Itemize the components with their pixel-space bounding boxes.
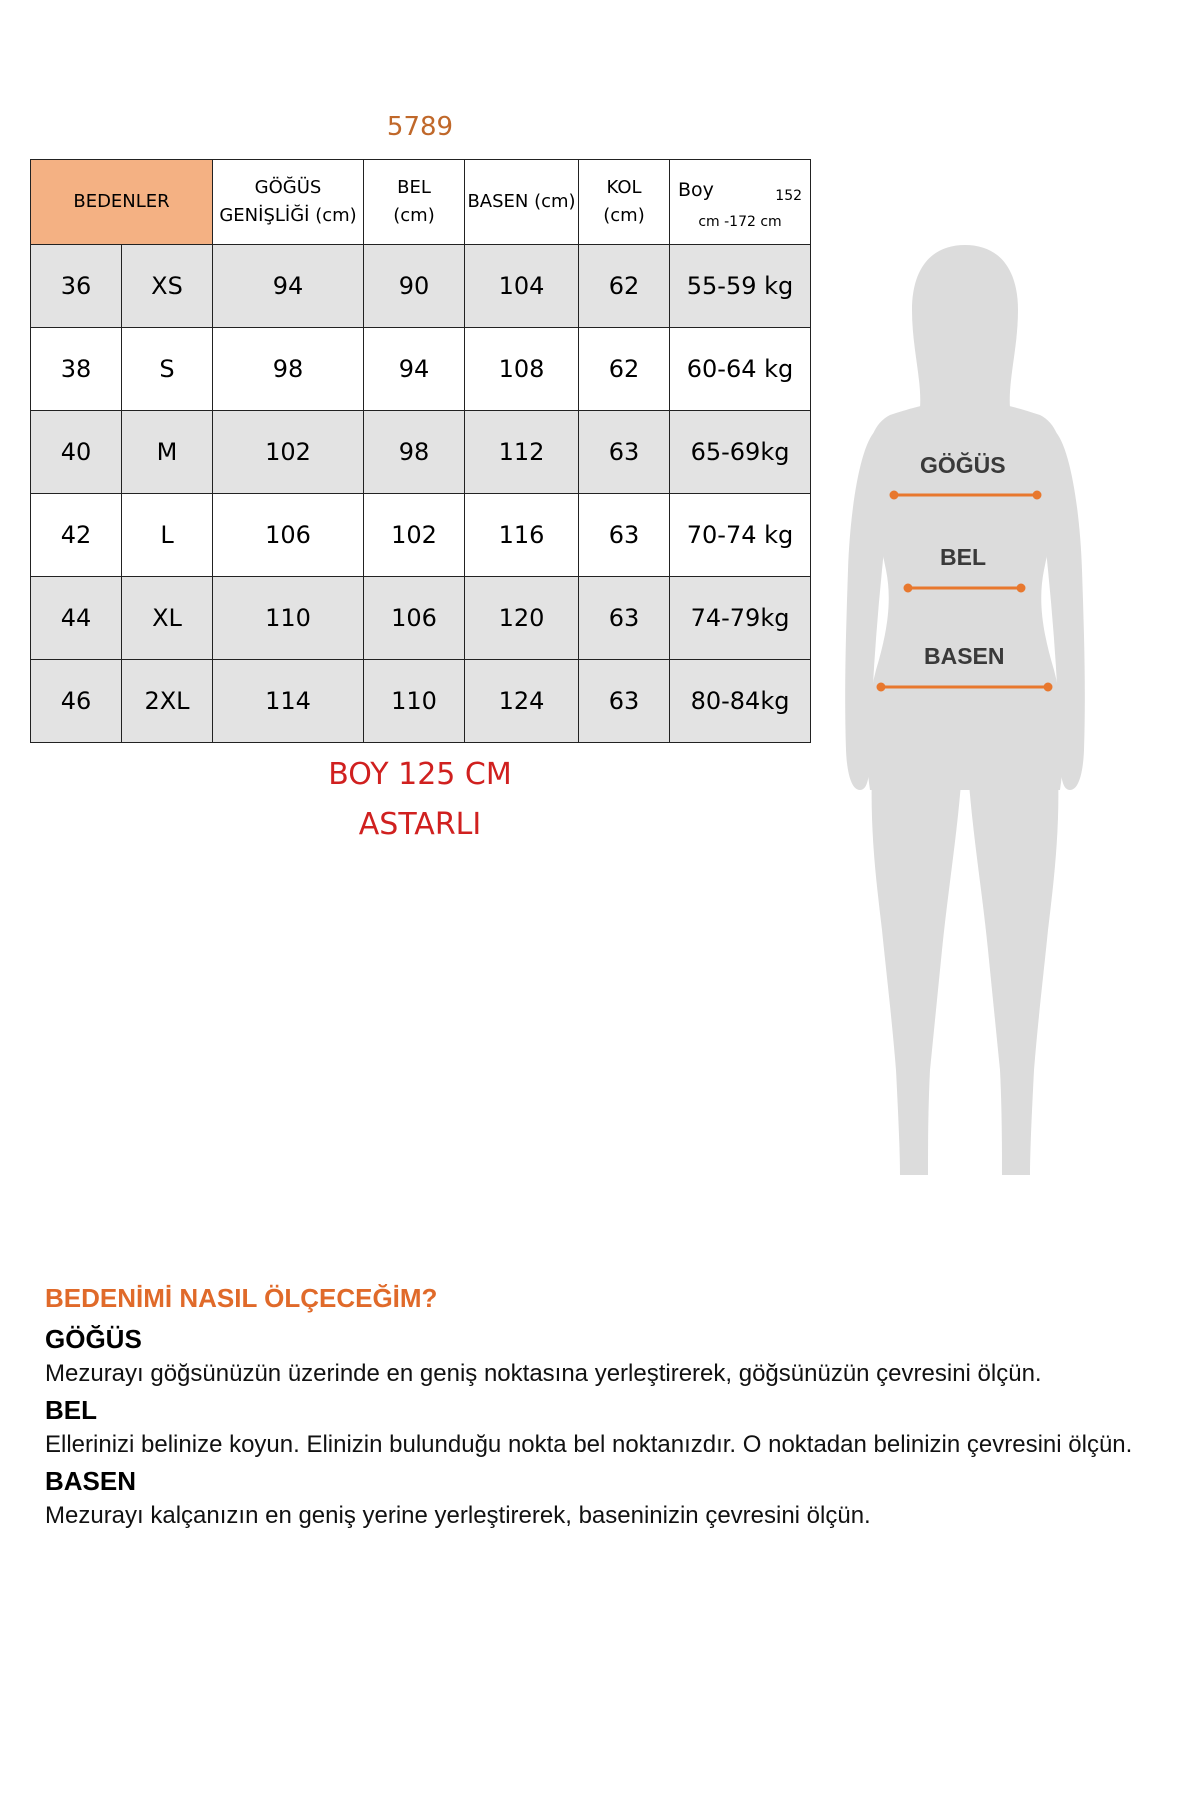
cell-gogus: 110 [213, 577, 364, 660]
figure-label-gogus: GÖĞÜS [920, 452, 1006, 478]
cell-gogus: 106 [213, 494, 364, 577]
cell-basen: 108 [465, 328, 579, 411]
header-boy-word: Boy [678, 179, 714, 201]
cell-bel: 98 [364, 411, 465, 494]
cell-size: M [122, 411, 213, 494]
how-to-bel-heading: BEL [45, 1395, 97, 1425]
cell-bel: 106 [364, 577, 465, 660]
how-to-basen-text: Mezurayı kalçanızın en geniş yerine yerleştirerek, baseninizin çevresini ölçün. [45, 1502, 871, 1529]
cell-num: 38 [31, 328, 122, 411]
length-note: BOY 125 CM [328, 757, 512, 792]
cell-gogus: 102 [213, 411, 364, 494]
figure-label-basen: BASEN [924, 643, 1005, 669]
cell-basen: 116 [465, 494, 579, 577]
cell-kilo: 65-69kg [670, 411, 811, 494]
header-bel-line2: (cm) [393, 205, 435, 226]
cell-gogus: 114 [213, 660, 364, 743]
header-gogus [213, 160, 364, 245]
header-kol-line2: (cm) [603, 205, 645, 226]
how-to-basen-heading: BASEN [45, 1466, 137, 1496]
cell-kilo: 55-59 kg [670, 245, 811, 328]
cell-kol: 63 [579, 494, 670, 577]
body-figure [830, 230, 1100, 1190]
how-to-measure-section [45, 1283, 1165, 1537]
table-row [31, 660, 811, 743]
cell-num: 46 [31, 660, 122, 743]
size-chart-table [30, 159, 811, 743]
cell-kol: 63 [579, 411, 670, 494]
how-to-title: BEDENİMİ NASIL ÖLÇECEĞİM? [45, 1283, 438, 1313]
header-basen: BASEN (cm) [465, 160, 579, 245]
cell-basen: 112 [465, 411, 579, 494]
cell-num: 40 [31, 411, 122, 494]
cell-size: 2XL [122, 660, 213, 743]
cell-size: L [122, 494, 213, 577]
header-gogus-line2: GENİŞLİĞİ (cm) [219, 205, 357, 226]
header-bel [364, 160, 465, 245]
table-header-row [31, 160, 811, 245]
cell-bel: 94 [364, 328, 465, 411]
header-gogus-line1: GÖĞÜS [254, 177, 322, 198]
header-bedenler: BEDENLER [31, 160, 213, 245]
woman-silhouette-icon [830, 230, 1100, 1190]
cell-num: 42 [31, 494, 122, 577]
header-bel-line1: BEL [397, 177, 431, 198]
cell-size: XS [122, 245, 213, 328]
lined-note: ASTARLI [358, 807, 482, 842]
cell-kol: 63 [579, 660, 670, 743]
cell-basen: 120 [465, 577, 579, 660]
cell-bel: 102 [364, 494, 465, 577]
cell-size: XL [122, 577, 213, 660]
cell-num: 44 [31, 577, 122, 660]
cell-kol: 62 [579, 328, 670, 411]
table-row [31, 328, 811, 411]
table-row [31, 577, 811, 660]
cell-kilo: 74-79kg [670, 577, 811, 660]
table-row [31, 411, 811, 494]
figure-label-bel: BEL [940, 544, 986, 570]
table-row [31, 494, 811, 577]
cell-gogus: 94 [213, 245, 364, 328]
cell-kilo: 70-74 kg [670, 494, 811, 577]
header-boy [670, 160, 811, 245]
table-row [31, 245, 811, 328]
cell-size: S [122, 328, 213, 411]
cell-kol: 62 [579, 245, 670, 328]
cell-kilo: 60-64 kg [670, 328, 811, 411]
cell-kol: 63 [579, 577, 670, 660]
how-to-gogus-heading: GÖĞÜS [45, 1324, 142, 1354]
header-boy-range: cm -172 cm [698, 214, 782, 230]
cell-basen: 124 [465, 660, 579, 743]
how-to-gogus-text: Mezurayı göğsünüzün üzerinde en geniş noktasına yerleştirerek, göğsünüzün çevresini ölçün. [45, 1360, 1042, 1387]
cell-bel: 110 [364, 660, 465, 743]
cell-gogus: 98 [213, 328, 364, 411]
cell-basen: 104 [465, 245, 579, 328]
header-kol [579, 160, 670, 245]
cell-bel: 90 [364, 245, 465, 328]
how-to-bel-text: Ellerinizi belinize koyun. Elinizin bulunduğu nokta bel noktanızdır. O noktadan belinizin çevresini ölçün. [45, 1431, 1133, 1458]
header-kol-line1: KOL [606, 177, 642, 198]
cell-num: 36 [31, 245, 122, 328]
header-boy-from: 152 [775, 188, 803, 204]
model-code: 5789 [386, 112, 454, 142]
cell-kilo: 80-84kg [670, 660, 811, 743]
